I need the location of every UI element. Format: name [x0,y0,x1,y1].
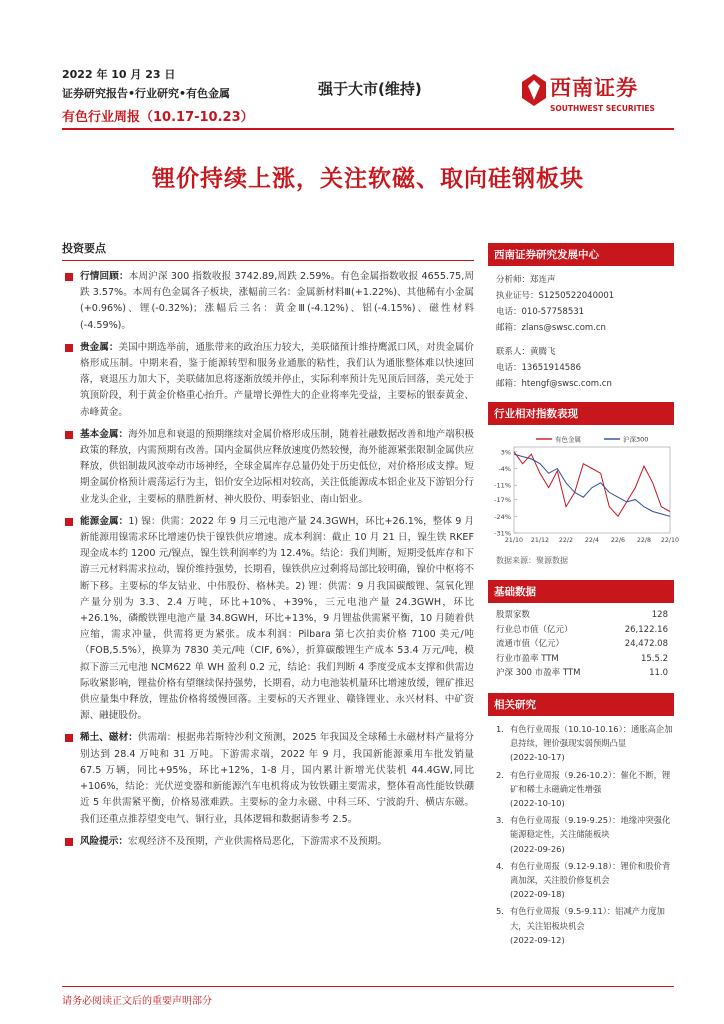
related-report-link[interactable] [488,813,674,856]
bullet-square-icon [65,518,73,526]
basic-data-row [488,666,674,681]
legend-label: 沪深300 [623,435,649,444]
related-report-number: 4. [496,860,504,871]
basic-data-value: 26,122.16 [624,624,668,635]
footer-disclaimer[interactable]: 请务必阅读正文后的重要声明部分 [62,996,212,1007]
related-report-date: (2022-09-18) [510,889,565,900]
analyst-info: 执业证号：S1250522040001 [496,291,615,301]
related-report-title: 有色行业周报（9.12-9.18）：锂价和股价背离加深，关注股价修复机会 [510,860,671,885]
report-type: 证券研究报告•行业研究•有色金属 [62,87,231,100]
key-point-text: 供需端：根据弗若斯特沙利文预测，2025 年我国及全球稀土永磁材料产量将分别达到 28.4 万吨和 31 万吨。下游需求端，2022 年 9 月，我国新能源乘用车批发销量 67.5 万辆，同比+95%，环比+12%，1-8 月，国内累计新增光伏装机 44.4GW,同比+106%，结论：光伏逆变器和新能源汽车电机将成为钕铁硼主要需求，整体看高性能钕铁硼近 5 年供需紧平衡，价格易涨难跌。主要标的金力永磁、中科三环、宁波韵升、横店东磁。我们还重点推荐望变电气、铜行业，具体逻辑和数据请参考 2.5。 [80,732,474,825]
chart-frame [514,447,670,533]
related-report-date: (2022-09-12) [510,934,565,945]
footer-divider [62,986,674,987]
key-point-text: 海外加息和衰退的预期继续对金属价格形成压制，随着社融数据改善和地产端积极政策的释放，内需预期有改善。国内金属供应释放速度仍然较慢，海外能源紧张限制金属供应释放，供铝制裁风波牵动市场神经，全球金属库存总量仍处于历史低位，对价格形成支撑。短期金属价格预计震荡运行为主，铝价安全边际相对较高，关注低能源成本铝企业及下游铝分行业龙头企业，主要标的鼎胜新材、神火股份、明泰铝业、南山铝业。 [80,428,475,505]
basic-data-key: 沪深 300 市盈率 TTM [496,668,581,679]
related-report-number: 2. [496,769,504,780]
basic-data-key: 行业总市值（亿元） [496,624,573,635]
key-point [62,834,474,850]
x-tick-label: 22/10 [660,537,680,544]
related-report-title: 有色行业周报（9.5-9.11）：铝减产力度加大，关注铝板块机会 [510,906,665,931]
related-report-number: 1. [496,723,504,734]
x-tick-label: 22/2 [558,537,574,544]
page-title: 锂价持续上涨，关注软磁、取向硅钢板块 [152,166,584,192]
key-point-text: 宏观经济不及预期，产业供需格局恶化，下游需求不及预期。 [127,835,387,847]
legend-label: 有色金属 [555,435,581,444]
basic-data-value: 24,472.08 [624,639,668,650]
key-point-label: 基本金属： [80,428,129,440]
chart-source: 数据来源：聚源数据 [496,556,568,565]
y-tick-label: -11% [494,481,511,490]
series-line-nonferrous [514,452,670,517]
rating: 强于大市(维持) [318,80,422,98]
x-tick-label: 21/12 [530,537,550,544]
y-tick-label: 3% [500,448,511,457]
logo-icon [516,70,552,110]
related-report-title: 有色行业周报（9.19-9.25）：地缘冲突强化能源稳定性，关注储能板块 [510,815,671,840]
basic-data-value: 128 [651,610,668,620]
section-title: 投资要点 [62,240,474,261]
x-tick-label: 21/10 [504,537,524,544]
x-tick-label: 22/4 [584,537,600,544]
key-points [62,240,474,856]
key-point [62,427,474,508]
basic-data-value: 11.0 [649,668,668,679]
bullet-square-icon [65,344,73,352]
related-report-date: (2022-10-17) [510,752,565,763]
basic-data-value: 15.5.2 [640,653,668,664]
key-point [62,730,474,827]
basic-data-key: 流通市值（亿元） [496,639,565,650]
basic-data-key: 行业市盈率 TTM [496,653,559,664]
analyst-info: 电话：13651914586 [496,363,581,373]
analyst-info: 邮箱：zlans@swsc.com.cn [496,323,606,333]
related-research-title: 相关研究 [488,693,674,716]
basic-data-row [488,652,674,667]
key-point-label: 贵金属： [80,341,119,353]
related-report-title: 有色行业周报（9.26-10.2）：催化不断，锂矿和稀土永磁确定性增强 [510,769,671,794]
related-report-title: 有色行业周报（10.10-10.16）：通胀高企加息持续，锂价强现实弱预期凸显 [510,723,673,749]
bullet-square-icon [65,838,73,846]
basic-data-row [488,637,674,652]
related-report-link[interactable] [488,768,674,811]
basic-data-key: 股票家数 [496,610,531,620]
related-report-number: 5. [496,906,504,917]
analyst-info: 分析师：郑连声 [496,275,556,285]
relative-index-chart [488,431,680,551]
key-point-label: 能源金属： [80,515,129,527]
series-line-csi300 [514,454,670,516]
x-tick-label: 22/8 [636,537,652,544]
key-point-text: 美国中期选举前，通胀带来的政治压力较大，美联储预计维持鹰派口风，对贵金属价格形成压制。中期来看，鉴于能源转型和服务业通胀的粘性，我们认为通胀整体难以快速回落，衰退压力加大下，美联储加息将逐渐放缓并停止，实际利率预计先见顶后回落，美元处于筑顶阶段，利于黄金价格重心抬升。产量增长弹性大的企业将率先受益，主要标的银泰黄金、赤峰黄金。 [80,341,475,418]
related-report-date: (2022-09-26) [510,843,565,854]
bullet-square-icon [65,431,73,439]
report-series: 有色行业周报（10.17-10.23） [62,110,254,125]
logo-cn: 西南证券 [550,76,638,100]
chart-box-title: 行业相对指数表现 [488,402,674,425]
related-report-link[interactable] [488,722,674,765]
y-tick-label: -17% [494,496,511,505]
analyst-box-title: 西南证券研究发展中心 [488,243,674,266]
related-report-link[interactable] [488,859,674,902]
basic-data-row [488,608,674,623]
basic-data-title: 基础数据 [488,580,674,603]
key-point-text: 本周沪深 300 指数收报 3742.89,周跌 2.59%。有色金属指数收报 4655.75,周跌 3.57%。本周有色金属各子板块，涨幅前三名：金属新材料Ⅲ(+1.22%)、其他稀有小金属(+0.96%)、锂(-0.32%)；涨幅后三名：黄金Ⅲ(-4.12%)、铝(-4.15%)、磁性材料(-4.59%)。 [80,271,475,331]
key-point-label: 行情回顾： [80,271,129,282]
report-date: 2022 年 10 月 23 日 [62,68,176,81]
y-tick-label: -24% [494,512,511,521]
related-report-link[interactable] [488,904,674,947]
related-report-number: 3. [496,815,504,826]
analyst-info: 联系人：黄腾飞 [496,347,556,357]
y-tick-label: -4% [498,465,511,473]
analyst-info: 邮箱：htengf@swsc.com.cn [496,379,612,389]
logo-en: SOUTHWEST SECURITIES [550,104,655,113]
bullet-square-icon [65,273,73,281]
sidebar [488,243,680,950]
y-tick-label: -31% [494,529,511,538]
analyst-info: 电话：010-57758531 [496,307,585,317]
key-point [62,340,474,421]
related-report-date: (2022-10-10) [510,797,565,808]
key-point-label: 风险提示： [80,835,128,847]
key-point [62,514,474,725]
bullet-square-icon [65,734,73,742]
key-point [62,269,474,334]
key-point-label: 稀土、磁材： [80,732,138,744]
x-tick-label: 22/6 [610,537,626,544]
header-divider [62,128,674,130]
key-point-text: 1) 镍：供需：2022 年 9 月三元电池产量 24.3GWH，环比+26.1%，整体 9 月新能源用镍需求环比增速仍快于镍铁供应增速。成本利润：截止 10 月 21 日，镍生铁 RKEF 现金成本约 1200 元/镍点，镍生铁利润率约为 12.4%。结论：我们判断，短期受低库存和下游三元材料需求拉动，镍价维持强势，长期看，镍铁供应过剩将局部比较明确，镍价中枢将不断下移。主要标的华友钴业、中伟股份、格林美。2) 锂：供需：9 月我国碳酸锂、氢氧化锂产量分别为 3.3、2.4 万吨，环比+10%、+39%，三元电池产量 24.3GWH，环比+26.1%，磷酸铁锂电池产量 34.8GWH，环比+13%，9 月锂盐供需紧平衡，10 月随着供应缩，需求冲量，供需将更为紧张。成本利润：Pilbara 第七次拍卖价格 7100 美元/吨（FOB,5.5%），换算为 7830 美元/吨（CIF, 6%），折算碳酸锂生产成本 53.4 万元/吨，模拟下游三元电池 NCM622 单 WH 盈利 0.2 元，结论：我们判断 4 季度受成本支撑和供需边际收紧影响，锂盐价格有望继续保持强势，长期看，动力电池装机量环比增速放缓，锂矿推迟供应量集中释放，锂盐价格将缓慢回落。主要标的天齐锂业、赣锋锂业、永兴材料、中矿资源、融捷股份。 [80,515,475,722]
basic-data-row [488,623,674,638]
